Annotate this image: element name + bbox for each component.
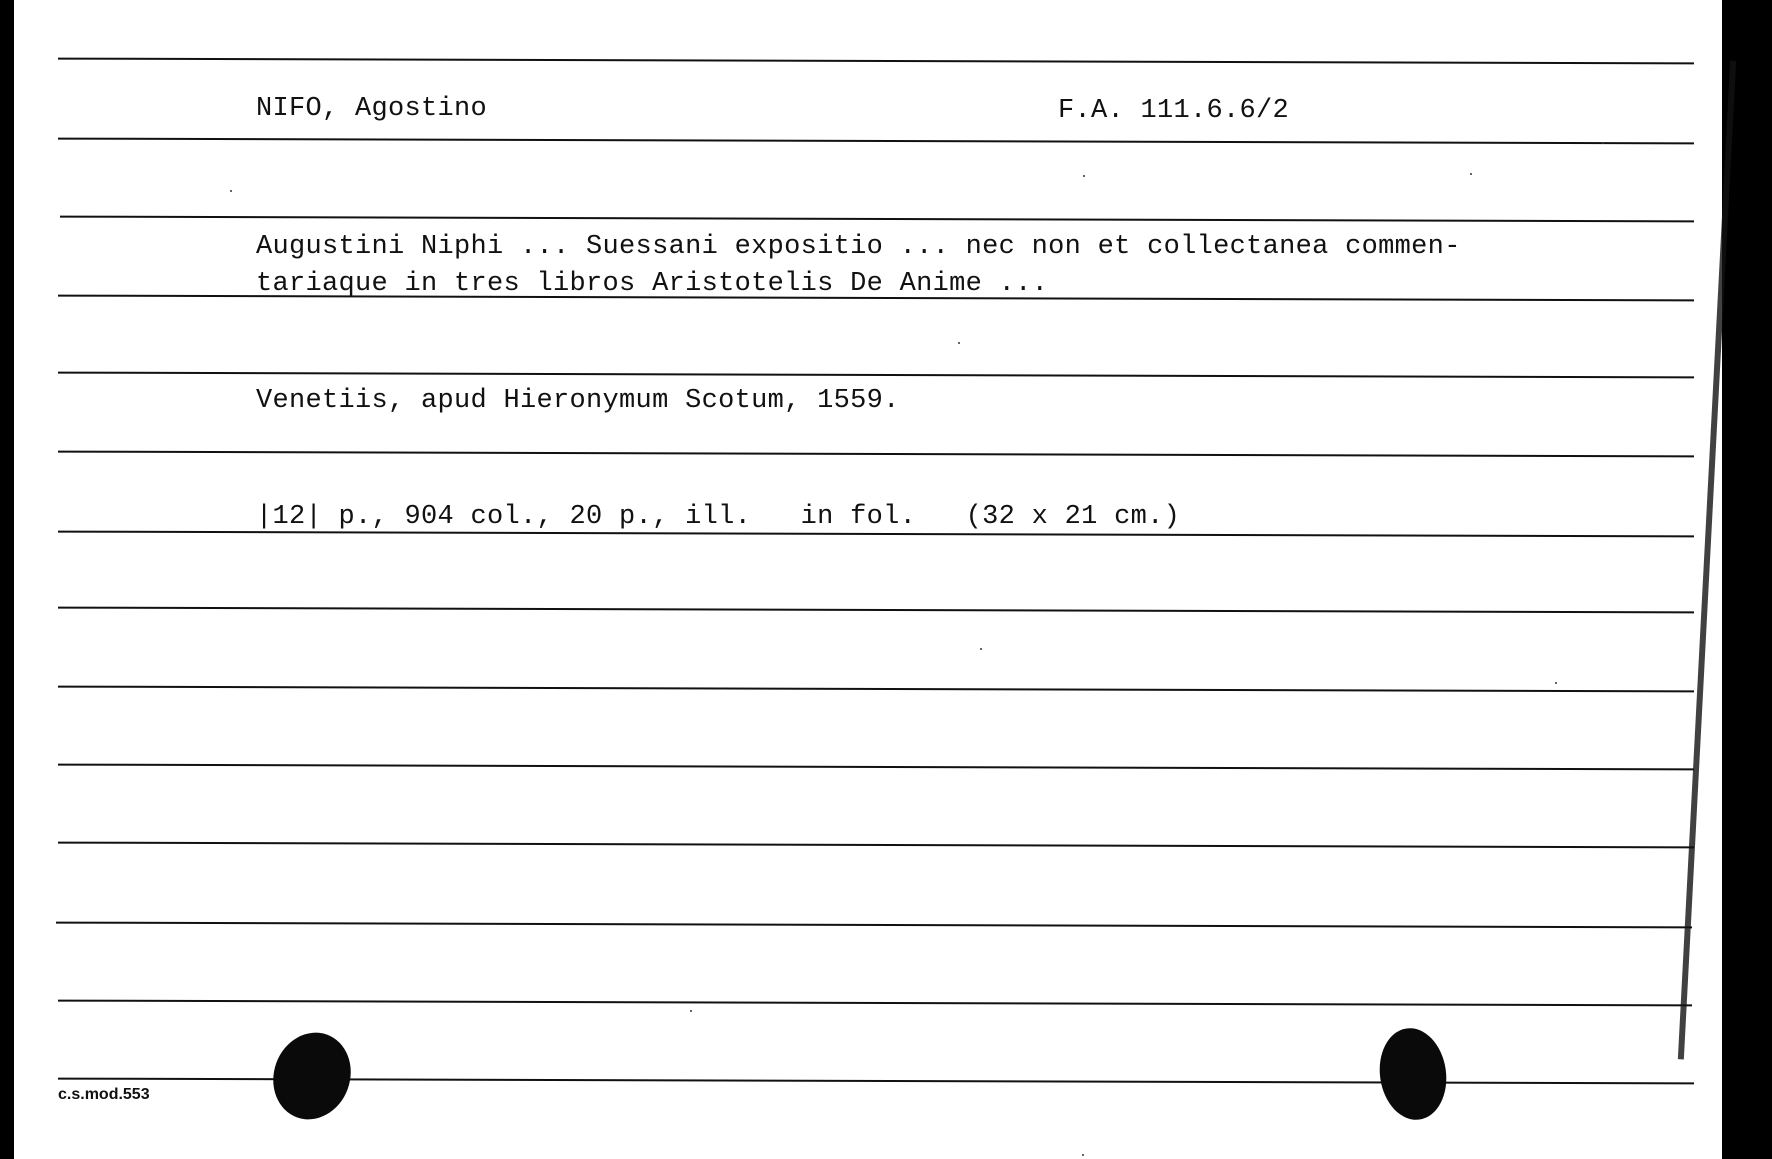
title-line-1: Augustini Niphi ... Suessani expositio ... nec non et collectanea commen-: [256, 232, 1461, 262]
scan-speck: [230, 190, 232, 192]
scan-speck: [690, 1010, 692, 1012]
ruled-line: [58, 1000, 1692, 1007]
shelfmark: F.A. 111.6.6/2: [1058, 96, 1290, 126]
scan-speck: [958, 342, 960, 344]
scan-speck: [1083, 175, 1085, 177]
ruled-line: [58, 58, 1694, 65]
collation: |12| p., 904 col., 20 p., ill. in fol. (32 x 21 cm.): [256, 502, 1181, 532]
ruled-line: [56, 922, 1692, 929]
scan-speck: [1082, 1154, 1084, 1156]
ruled-line: [58, 686, 1694, 693]
ruled-line: [58, 372, 1694, 379]
scan-speck: [1602, 142, 1604, 144]
ruled-line: [58, 764, 1694, 771]
scan-edge-left: [0, 0, 14, 1159]
scan-speck: [980, 648, 982, 650]
ruled-line: [60, 216, 1694, 223]
ruled-line: [58, 138, 1694, 145]
scan-speck: [1555, 682, 1557, 684]
author-heading: NIFO, Agostino: [256, 94, 488, 124]
title-line-2: tariaque in tres libros Aristotelis De Anime ...: [256, 269, 1049, 299]
punch-hole-right: [1374, 1024, 1452, 1124]
ruled-line: [58, 607, 1694, 614]
form-code: c.s.mod.553: [58, 1086, 150, 1103]
imprint: Venetiis, apud Hieronymum Scotum, 1559.: [256, 386, 900, 416]
scan-speck: [1470, 173, 1472, 175]
ruled-line: [58, 451, 1694, 458]
punch-hole-left: [261, 1022, 363, 1131]
ruled-line: [58, 842, 1694, 849]
